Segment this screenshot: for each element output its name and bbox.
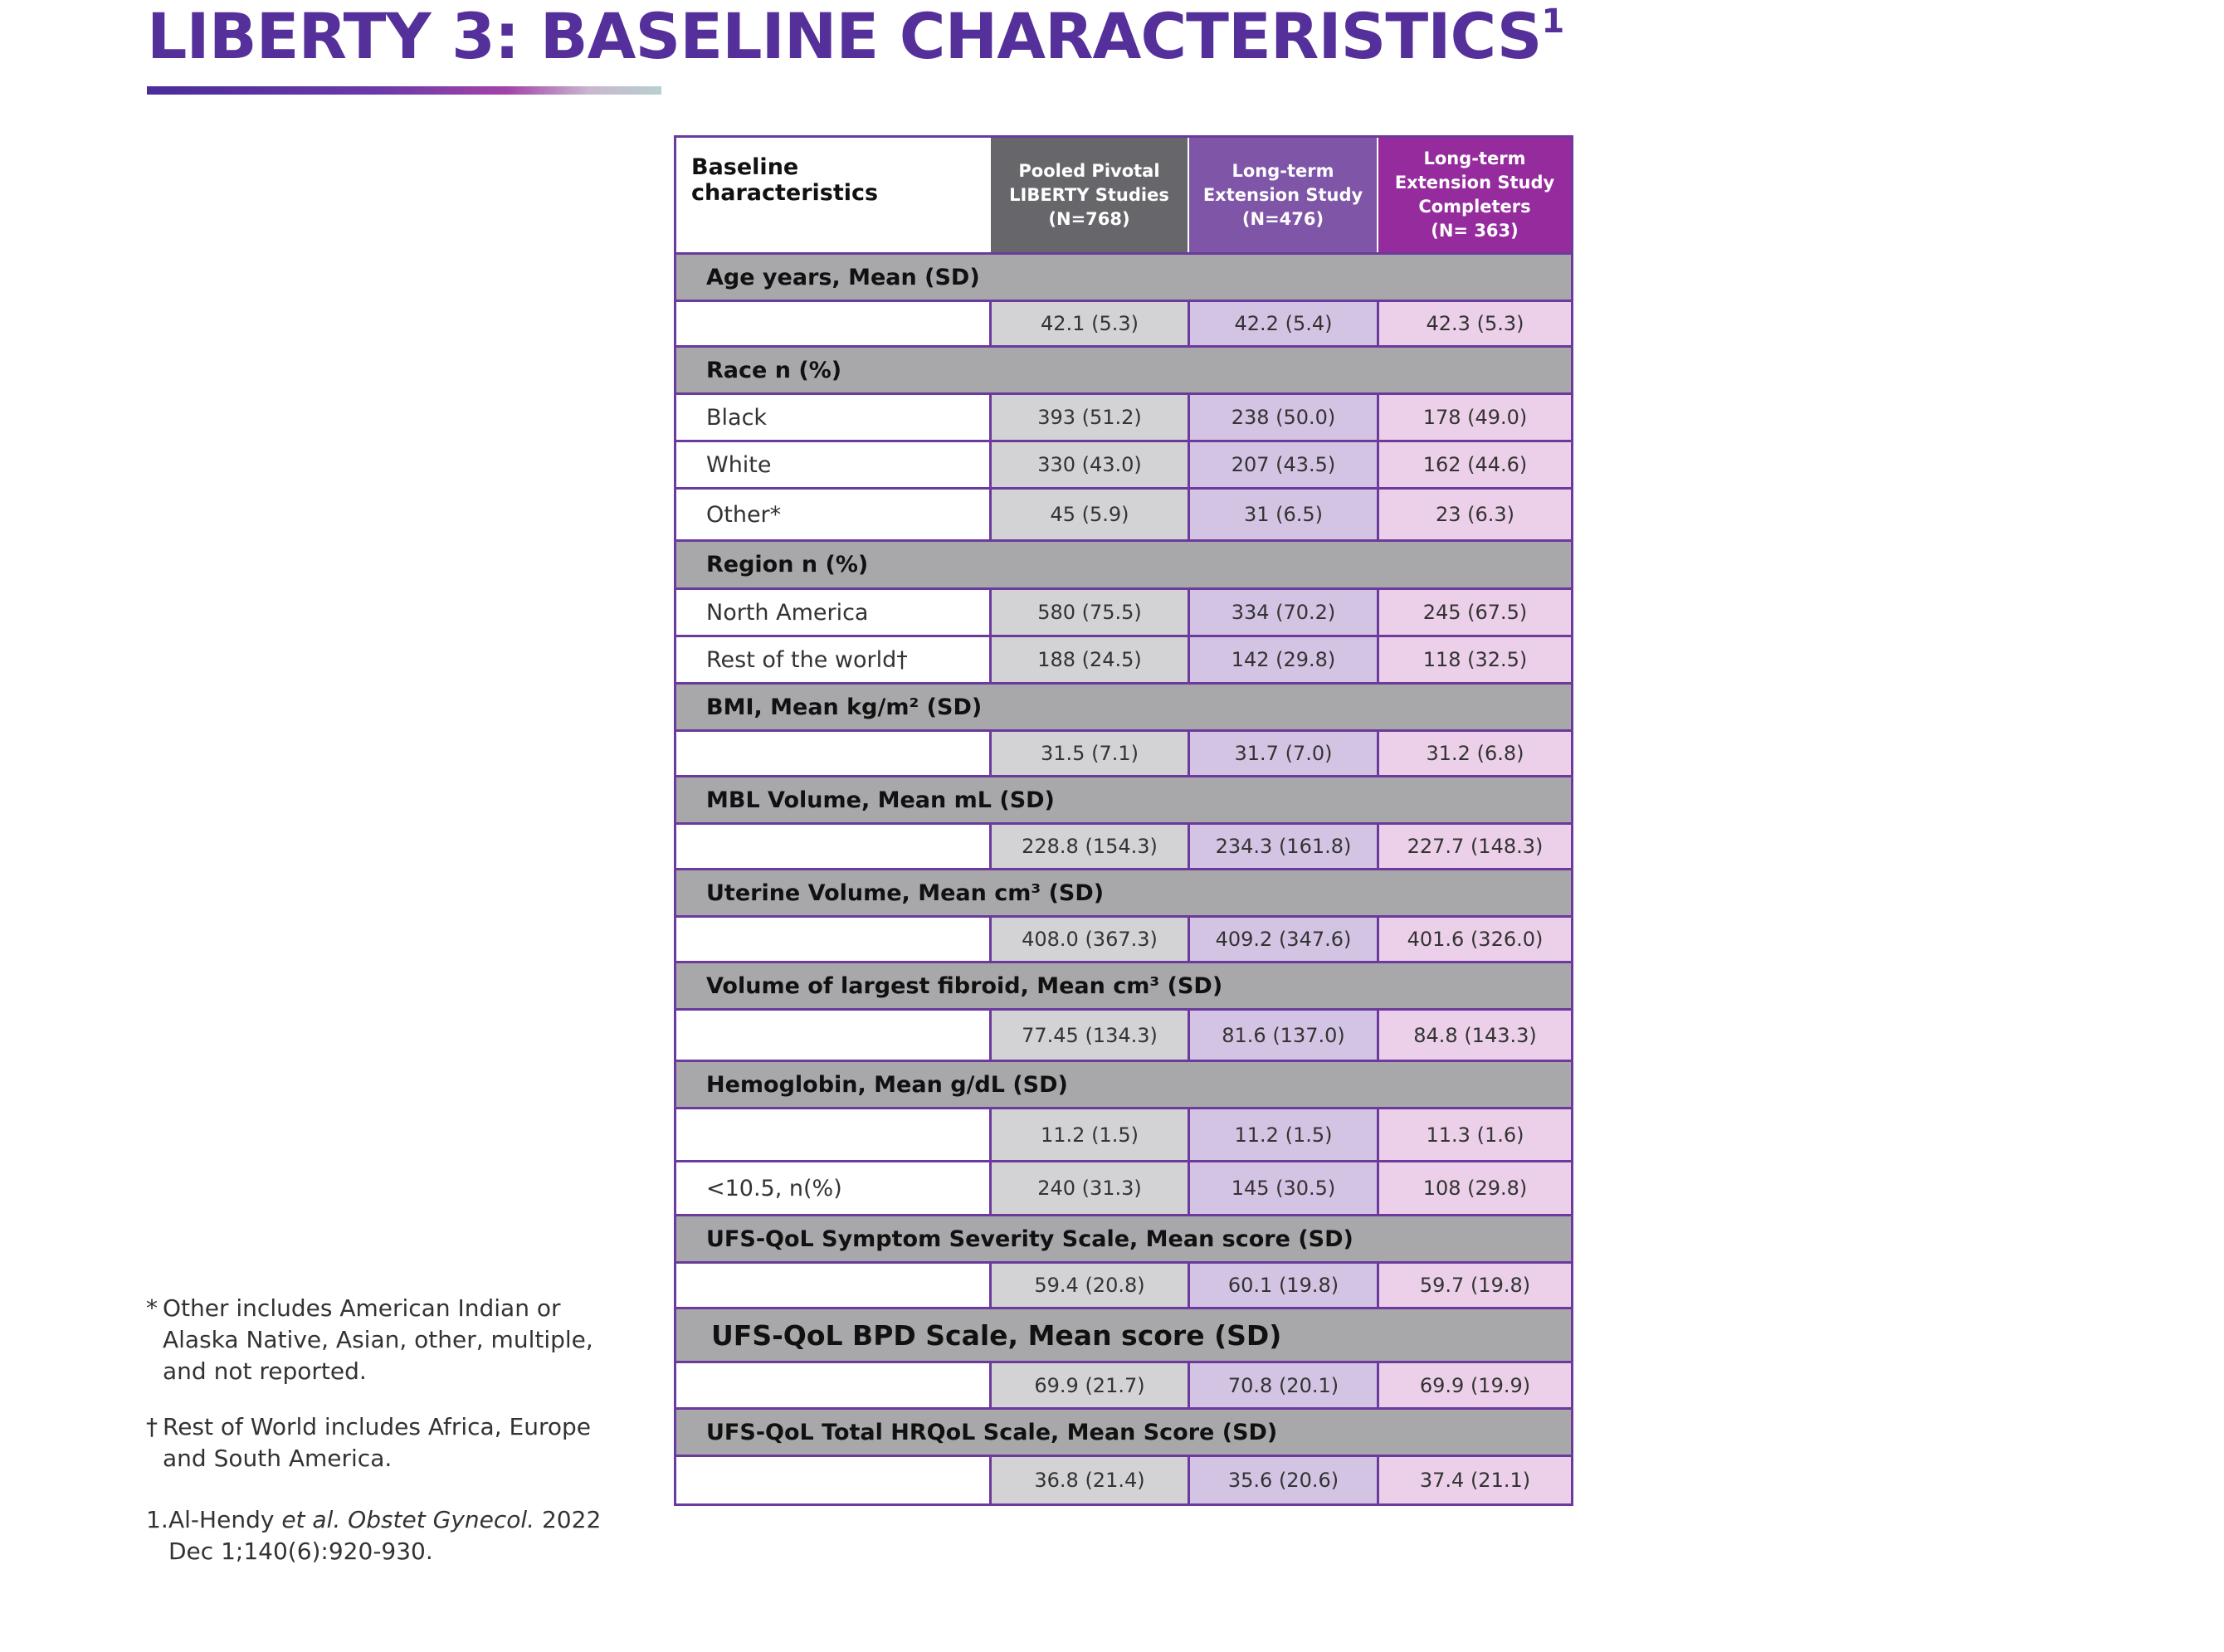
value-long-term-extension: 142 (29.8) bbox=[1188, 637, 1377, 682]
table-row bbox=[676, 1264, 1571, 1309]
value-long-term-extension: 31.7 (7.0) bbox=[1188, 732, 1377, 775]
table-row bbox=[676, 395, 1571, 442]
value-long-term-extension: 234.3 (161.8) bbox=[1188, 825, 1377, 868]
row-label bbox=[676, 1457, 989, 1503]
value-pooled-pivotal: 42.1 (5.3) bbox=[989, 302, 1188, 345]
footnote-rest-of-world bbox=[146, 1411, 611, 1474]
title-underline bbox=[147, 86, 661, 95]
row-label bbox=[676, 825, 989, 868]
value-long-term-extension: 238 (50.0) bbox=[1188, 395, 1377, 440]
reference-marker: 1. bbox=[146, 1506, 168, 1533]
reference-citation: 2022 Dec 1;140(6):920-930. bbox=[168, 1506, 602, 1565]
row-label: White bbox=[676, 442, 989, 487]
reference-journal: et al. Obstet Gynecol. bbox=[281, 1506, 535, 1533]
table-header-row bbox=[676, 138, 1571, 255]
table-row bbox=[676, 302, 1571, 348]
section-header: Region n (%) bbox=[676, 542, 1571, 590]
value-pooled-pivotal: 36.8 (21.4) bbox=[989, 1457, 1188, 1503]
value-long-term-extension: 81.6 (137.0) bbox=[1188, 1011, 1377, 1060]
value-pooled-pivotal: 45 (5.9) bbox=[989, 490, 1188, 539]
table-row bbox=[676, 1363, 1571, 1410]
value-long-term-extension: 60.1 (19.8) bbox=[1188, 1264, 1377, 1307]
value-long-term-extension: 207 (43.5) bbox=[1188, 442, 1377, 487]
value-long-term-completers: 23 (6.3) bbox=[1377, 490, 1571, 539]
table-row bbox=[676, 490, 1571, 542]
value-long-term-extension: 70.8 (20.1) bbox=[1188, 1363, 1377, 1407]
footnote-text: Rest of World includes Africa, Europe and South America. bbox=[163, 1413, 591, 1472]
section-header: Volume of largest fibroid, Mean cm³ (SD) bbox=[676, 963, 1571, 1011]
value-long-term-completers: 227.7 (148.3) bbox=[1377, 825, 1571, 868]
table-row bbox=[676, 590, 1571, 637]
value-long-term-extension: 11.2 (1.5) bbox=[1188, 1109, 1377, 1160]
value-long-term-completers: 118 (32.5) bbox=[1377, 637, 1571, 682]
value-pooled-pivotal: 580 (75.5) bbox=[989, 590, 1188, 635]
page-title-text: LIBERTY 3: BASELINE CHARACTERISTICS bbox=[147, 0, 1542, 73]
value-long-term-extension: 145 (30.5) bbox=[1188, 1162, 1377, 1214]
row-label bbox=[676, 1264, 989, 1307]
value-pooled-pivotal: 31.5 (7.1) bbox=[989, 732, 1188, 775]
footnote-marker: † bbox=[146, 1413, 158, 1440]
value-pooled-pivotal: 77.45 (134.3) bbox=[989, 1011, 1188, 1060]
value-long-term-extension: 334 (70.2) bbox=[1188, 590, 1377, 635]
section-header: Age years, Mean (SD) bbox=[676, 255, 1571, 302]
row-label: North America bbox=[676, 590, 989, 635]
row-label bbox=[676, 302, 989, 345]
title-reference-marker: 1 bbox=[1541, 2, 1564, 41]
value-long-term-completers: 162 (44.6) bbox=[1377, 442, 1571, 487]
table-row bbox=[676, 825, 1571, 870]
row-label: Other* bbox=[676, 490, 989, 539]
footnotes bbox=[146, 1293, 611, 1567]
value-pooled-pivotal: 330 (43.0) bbox=[989, 442, 1188, 487]
table-row bbox=[676, 1457, 1571, 1503]
value-long-term-completers: 59.7 (19.8) bbox=[1377, 1264, 1571, 1307]
footnote-other bbox=[146, 1293, 611, 1387]
value-pooled-pivotal: 11.2 (1.5) bbox=[989, 1109, 1188, 1160]
table-row bbox=[676, 1162, 1571, 1216]
value-pooled-pivotal: 228.8 (154.3) bbox=[989, 825, 1188, 868]
value-pooled-pivotal: 59.4 (20.8) bbox=[989, 1264, 1188, 1307]
table-row bbox=[676, 1011, 1571, 1062]
page-title bbox=[147, 0, 1563, 73]
value-long-term-completers: 11.3 (1.6) bbox=[1377, 1109, 1571, 1160]
section-header: Race n (%) bbox=[676, 348, 1571, 395]
row-label bbox=[676, 1363, 989, 1407]
row-label bbox=[676, 918, 989, 961]
value-long-term-completers: 401.6 (326.0) bbox=[1377, 918, 1571, 961]
table-row bbox=[676, 918, 1571, 963]
section-header: UFS-QoL Total HRQoL Scale, Mean Score (SD) bbox=[676, 1410, 1571, 1457]
value-long-term-completers: 245 (67.5) bbox=[1377, 590, 1571, 635]
baseline-characteristics-table bbox=[674, 135, 1573, 1506]
row-label bbox=[676, 732, 989, 775]
row-label bbox=[676, 1011, 989, 1060]
section-header: UFS-QoL Symptom Severity Scale, Mean score (SD) bbox=[676, 1216, 1571, 1264]
header-long-term-completers: Long-term Extension Study Completers (N= 363) bbox=[1377, 138, 1571, 252]
value-pooled-pivotal: 188 (24.5) bbox=[989, 637, 1188, 682]
value-pooled-pivotal: 69.9 (21.7) bbox=[989, 1363, 1188, 1407]
value-pooled-pivotal: 408.0 (367.3) bbox=[989, 918, 1188, 961]
section-header: MBL Volume, Mean mL (SD) bbox=[676, 777, 1571, 825]
table-body bbox=[676, 255, 1571, 1503]
reference-1 bbox=[146, 1504, 611, 1567]
table-row bbox=[676, 442, 1571, 490]
section-header: Hemoglobin, Mean g/dL (SD) bbox=[676, 1062, 1571, 1109]
value-long-term-completers: 84.8 (143.3) bbox=[1377, 1011, 1571, 1060]
value-long-term-completers: 31.2 (6.8) bbox=[1377, 732, 1571, 775]
value-pooled-pivotal: 393 (51.2) bbox=[989, 395, 1188, 440]
header-long-term-extension: Long-term Extension Study (N=476) bbox=[1188, 138, 1377, 252]
reference-author: Al-Hendy bbox=[168, 1506, 282, 1533]
table-row bbox=[676, 637, 1571, 685]
reference-text bbox=[168, 1504, 611, 1567]
footnote-text: Other includes American Indian or Alaska Native, Asian, other, multiple, and not reported. bbox=[163, 1294, 593, 1385]
section-header: BMI, Mean kg/m² (SD) bbox=[676, 685, 1571, 732]
value-long-term-extension: 42.2 (5.4) bbox=[1188, 302, 1377, 345]
table-row bbox=[676, 1109, 1571, 1162]
value-long-term-extension: 35.6 (20.6) bbox=[1188, 1457, 1377, 1503]
footnote-marker: * bbox=[146, 1294, 158, 1322]
row-label bbox=[676, 1109, 989, 1160]
value-long-term-completers: 178 (49.0) bbox=[1377, 395, 1571, 440]
row-label: <10.5, n(%) bbox=[676, 1162, 989, 1214]
value-long-term-completers: 42.3 (5.3) bbox=[1377, 302, 1571, 345]
value-long-term-extension: 409.2 (347.6) bbox=[1188, 918, 1377, 961]
value-long-term-extension: 31 (6.5) bbox=[1188, 490, 1377, 539]
value-long-term-completers: 69.9 (19.9) bbox=[1377, 1363, 1571, 1407]
header-pooled-pivotal: Pooled Pivotal LIBERTY Studies (N=768) bbox=[989, 138, 1188, 252]
value-pooled-pivotal: 240 (31.3) bbox=[989, 1162, 1188, 1214]
row-label: Black bbox=[676, 395, 989, 440]
header-label-cell: Baseline characteristics bbox=[676, 138, 989, 252]
table-row bbox=[676, 732, 1571, 777]
value-long-term-completers: 108 (29.8) bbox=[1377, 1162, 1571, 1214]
row-label: Rest of the world† bbox=[676, 637, 989, 682]
value-long-term-completers: 37.4 (21.1) bbox=[1377, 1457, 1571, 1503]
section-header: Uterine Volume, Mean cm³ (SD) bbox=[676, 870, 1571, 918]
section-header: UFS-QoL BPD Scale, Mean score (SD) bbox=[676, 1309, 1571, 1363]
